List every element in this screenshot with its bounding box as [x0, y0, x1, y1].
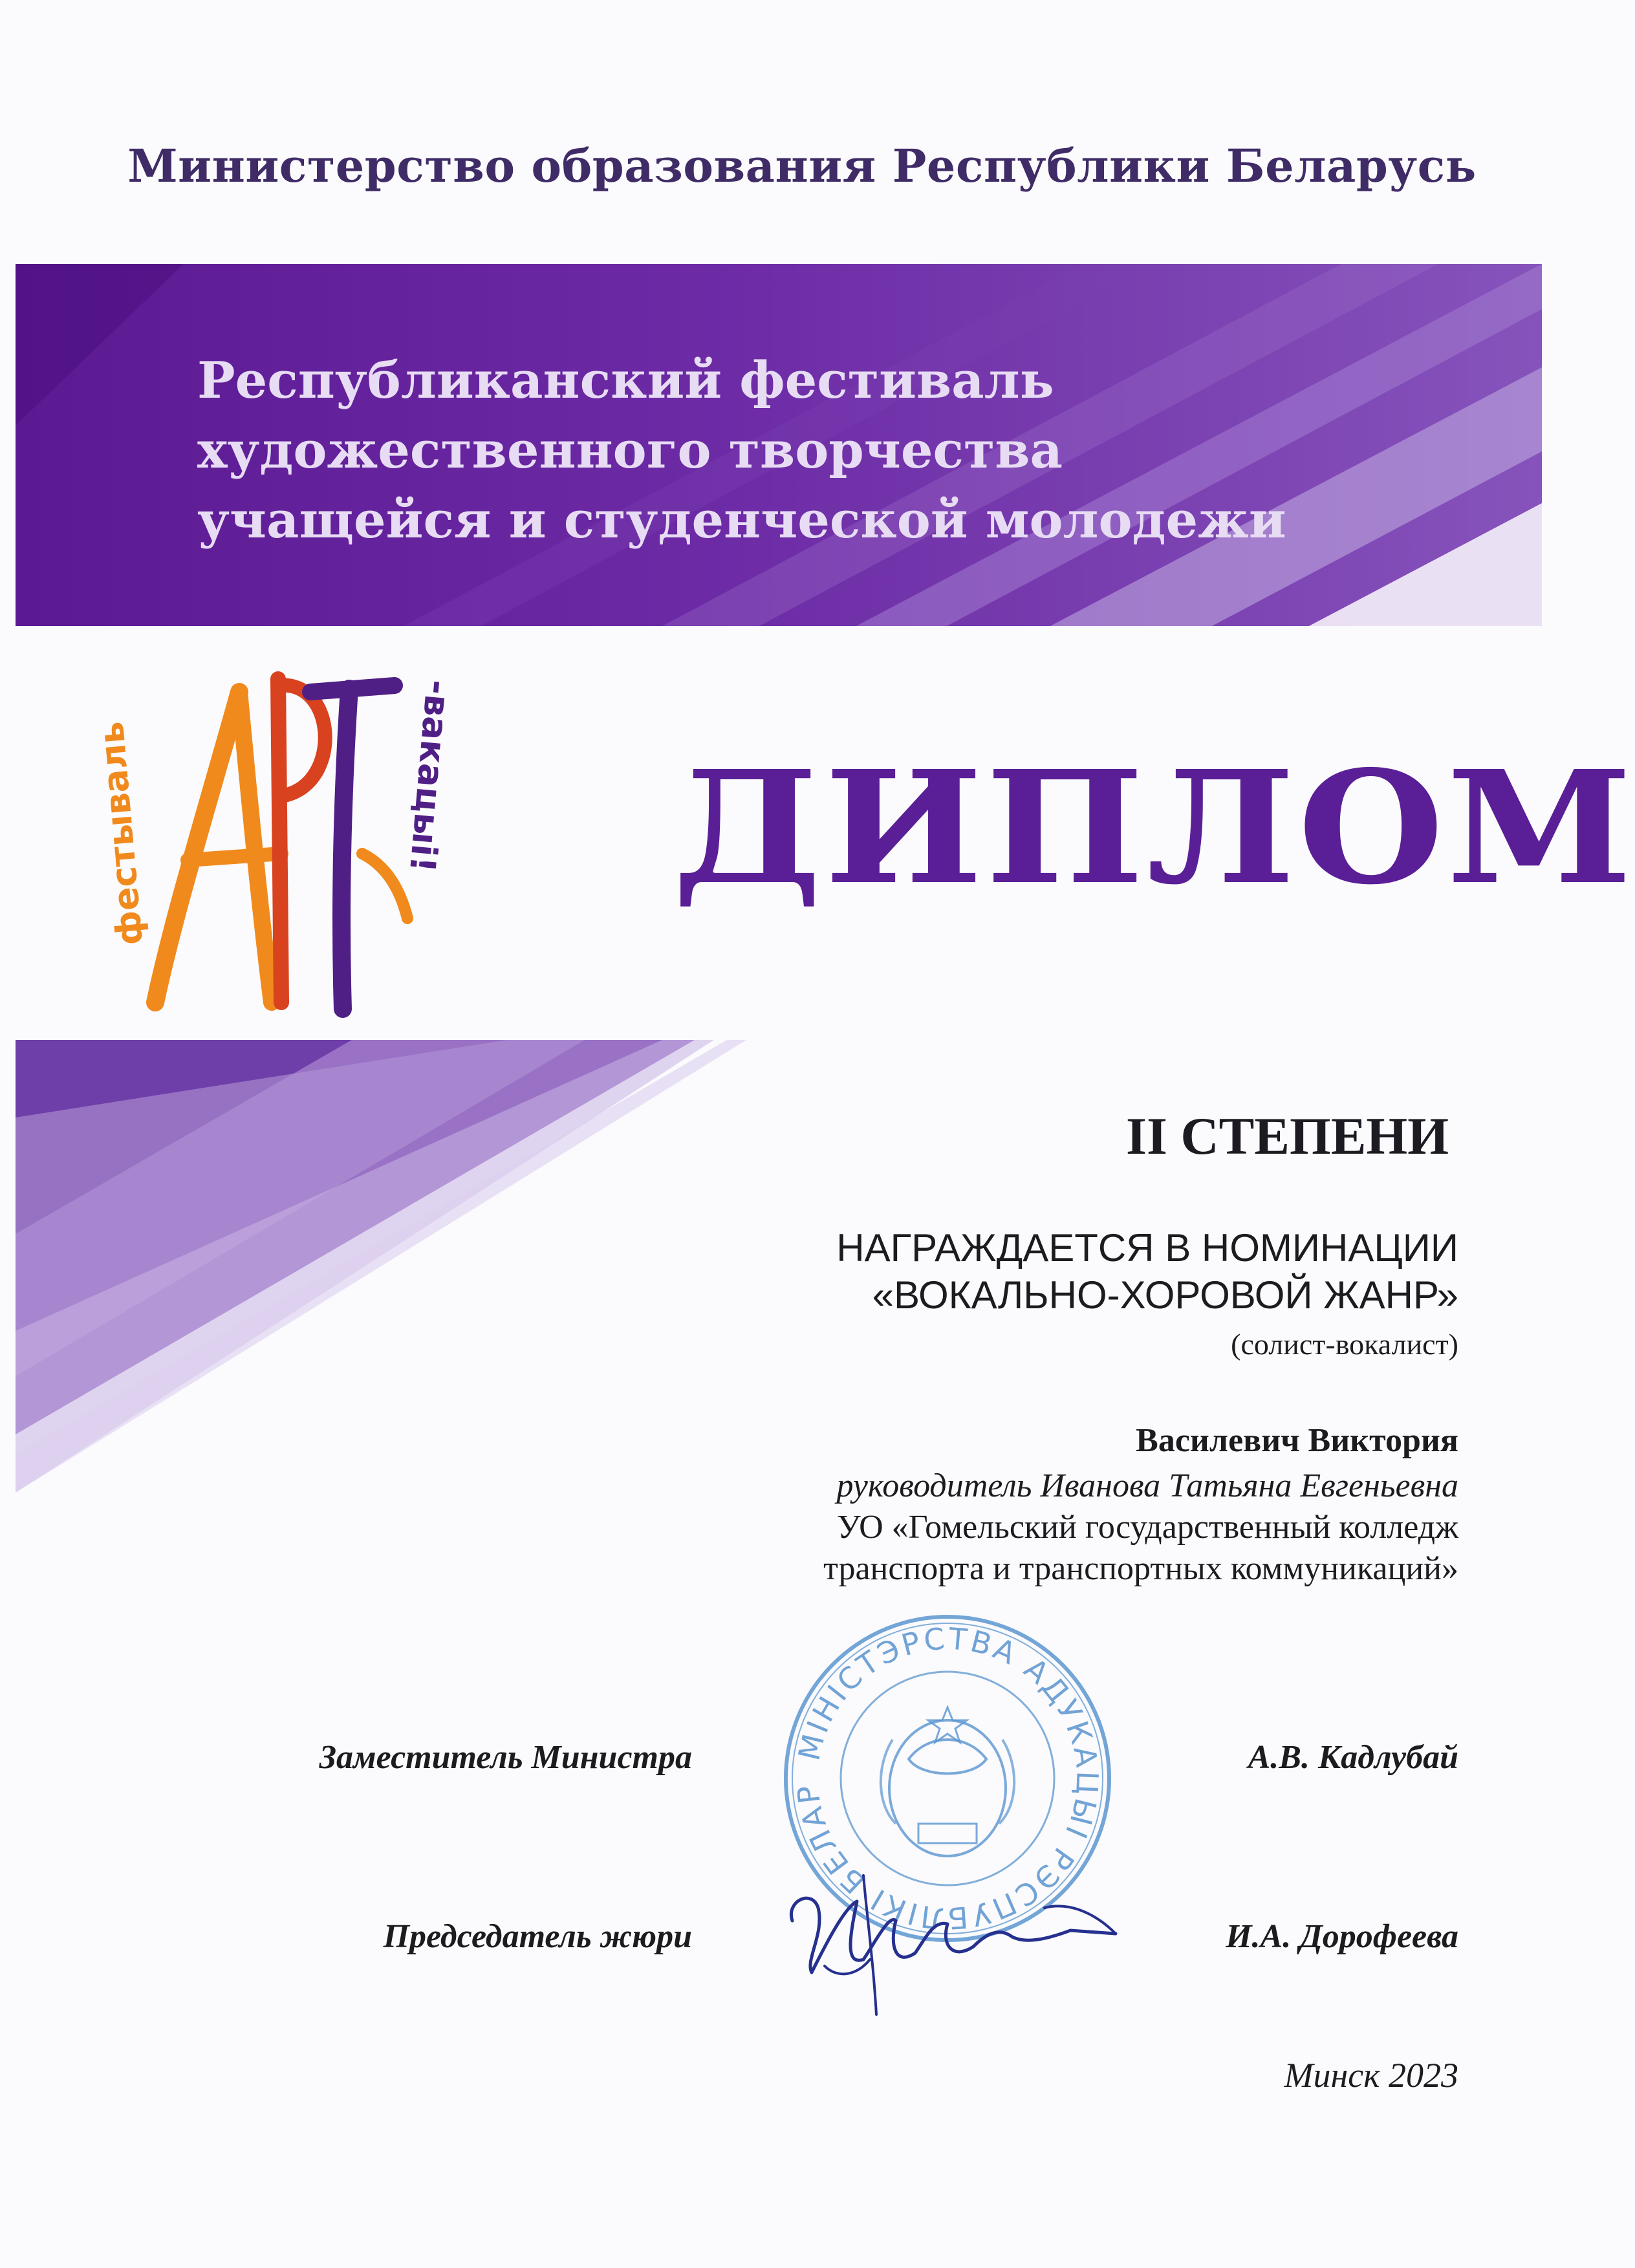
- festival-logo: [90, 640, 479, 1035]
- jury-chair-label: Председатель жюри: [383, 1918, 692, 1955]
- logo-right-arc: [402, 678, 459, 874]
- nomination-name: «ВОКАЛЬНО-ХОРОВОЙ ЖАНР»: [872, 1273, 1458, 1317]
- nomination-subcategory: (солист-вокалист): [1231, 1328, 1458, 1361]
- recipient-organization: УО «Гомельский государственный колледж: [836, 1509, 1458, 1546]
- city-year: Минск 2023: [1284, 2056, 1458, 2095]
- festival-title-line: Республиканский фестиваль: [197, 351, 1054, 410]
- seal-text: МІНІСТЭРСТВА АДУКАЦЫІ РЭСПУБЛІКІ БЕЛАР: [790, 1621, 1105, 1936]
- logo-left-arc: [91, 720, 151, 947]
- ministry-heading: Министерство образования Республики Беларусь: [127, 139, 1477, 193]
- award-degree: II СТЕПЕНИ: [1126, 1107, 1449, 1165]
- jury-chair-name: И.А. Дорофеева: [1226, 1918, 1458, 1955]
- logo-right-arc-text: -вакацыі!: [402, 678, 459, 874]
- recipient-leader: руководитель Иванова Татьяна Евгеньевна: [836, 1467, 1458, 1504]
- art-vacation-logo-icon: [90, 640, 479, 1035]
- festival-title-line: художественного творчества: [197, 421, 1063, 480]
- logo-left-arc-text: фестываль: [90, 720, 151, 947]
- recipient-name: Василевич Виктория: [1136, 1422, 1458, 1459]
- deputy-minister-label: Заместитель Министра: [319, 1739, 692, 1776]
- nomination-line: НАГРАЖДАЕТСЯ В НОМИНАЦИИ: [836, 1226, 1458, 1269]
- festival-title: [197, 346, 1297, 556]
- diploma-title: ДИПЛОМ: [673, 737, 1635, 919]
- signature-icon: [766, 1863, 1129, 2024]
- recipient-organization: транспорта и транспортных коммуникаций»: [823, 1550, 1458, 1587]
- festival-title-line: учащейся и студенческой молодежи: [197, 491, 1286, 550]
- jury-signature: [766, 1863, 1129, 2024]
- deputy-minister-name: А.В. Кадлубай: [1248, 1739, 1458, 1776]
